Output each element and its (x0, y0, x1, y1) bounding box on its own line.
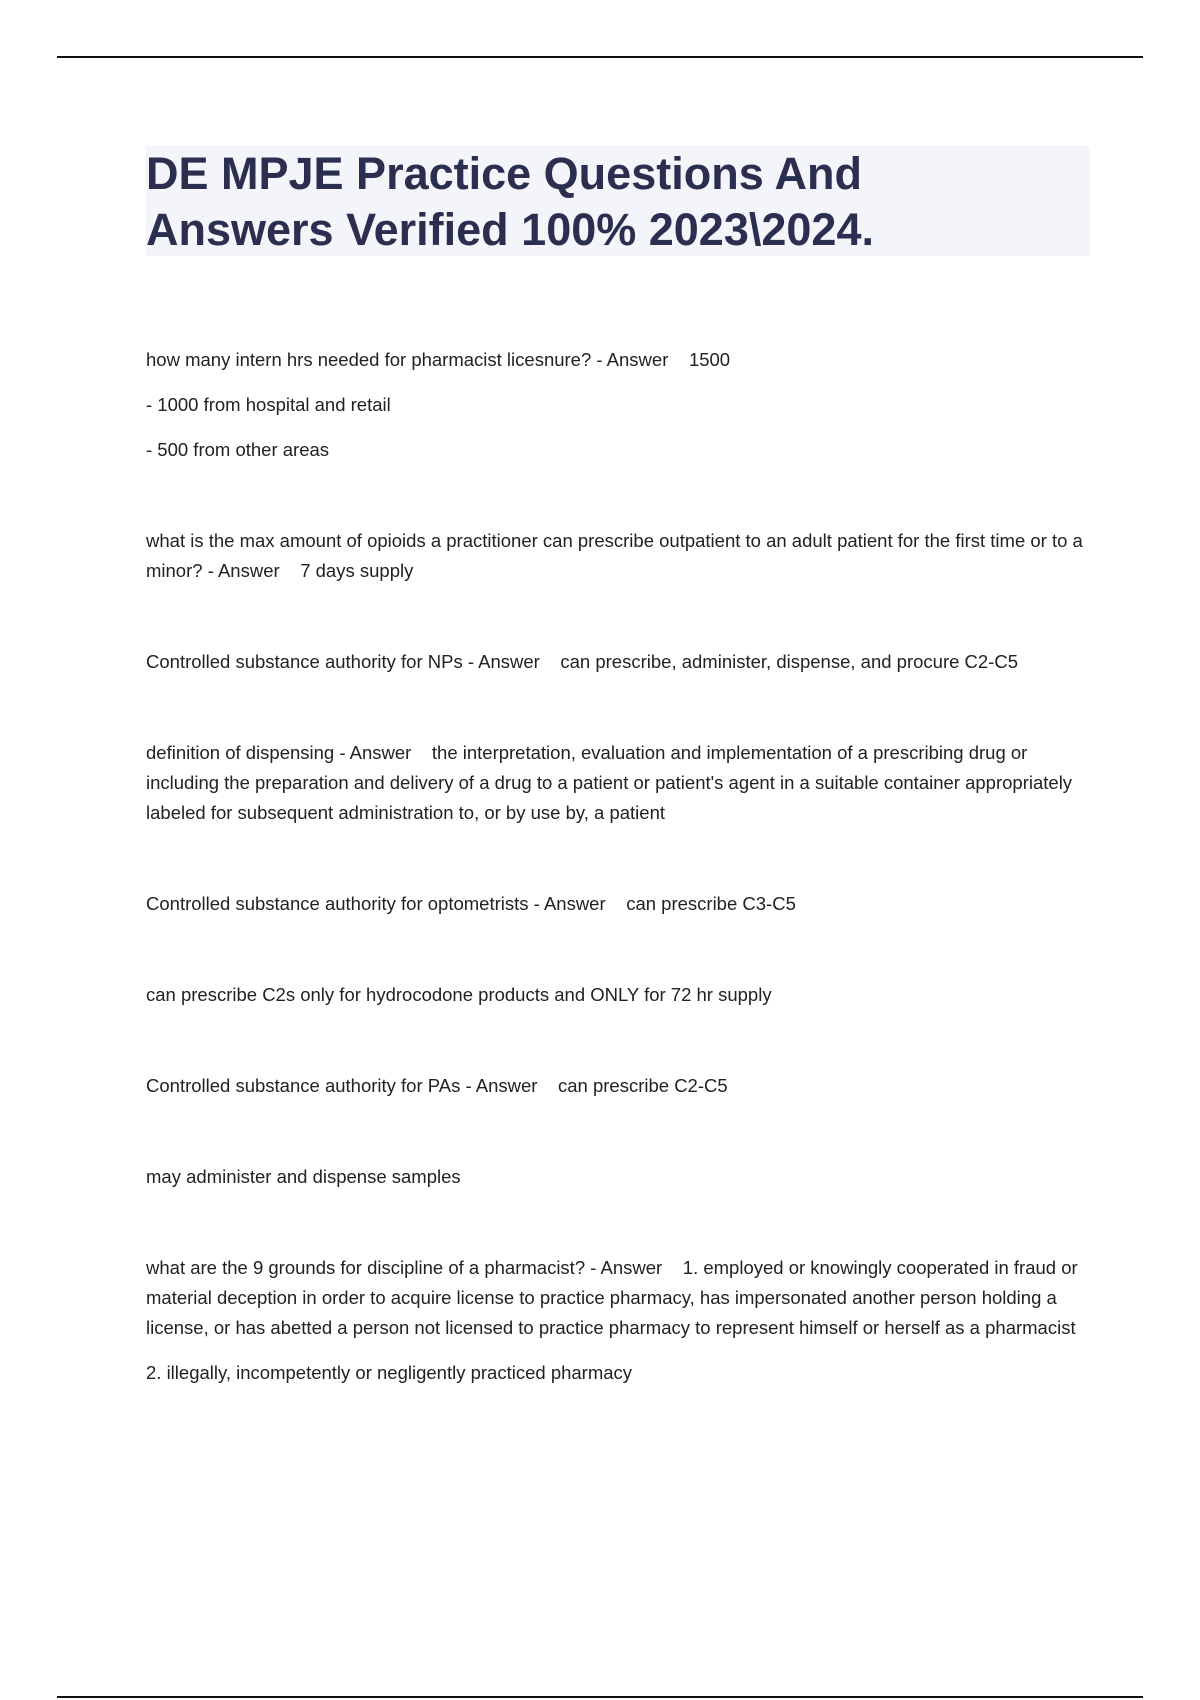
qa-item (146, 526, 1096, 586)
qa-item (146, 345, 1096, 375)
question-text: definition of dispensing - Answer (146, 742, 412, 763)
question-text: what is the max amount of opioids a practitioner can prescribe outpatient to an adult patient for the first time or to a minor? - Answer (146, 530, 1083, 581)
qa-item (146, 889, 1096, 919)
qa-content (146, 345, 1096, 1388)
qa-item (146, 738, 1096, 828)
question-text: Controlled substance authority for optometrists - Answer (146, 893, 606, 914)
qa-item (146, 1071, 1096, 1101)
answer-text: the interpretation, evaluation and implementation of a prescribing drug or including the preparation and delivery of a drug to a patient or patient's agent in a suitable container appropriately labeled for subsequent administration to, or by use by, a patient (146, 742, 1073, 823)
title-banner (146, 146, 1090, 256)
question-text: what are the 9 grounds for discipline of a pharmacist? - Answer (146, 1257, 663, 1278)
answer-detail: - 1000 from hospital and retail (146, 394, 391, 415)
answer-text: can prescribe C2-C5 (558, 1075, 728, 1096)
question-text: how many intern hrs needed for pharmacist licesnure? - Answer (146, 349, 669, 370)
bottom-rule (57, 1696, 1143, 1698)
answer-text: 7 days supply (300, 560, 414, 581)
answer-text: 1500 (688, 349, 731, 370)
question-text: Controlled substance authority for PAs - Answer (146, 1075, 538, 1096)
answer-text: can prescribe, administer, dispense, and procure C2-C5 (560, 651, 1018, 672)
top-rule (57, 56, 1143, 58)
document-title: DE MPJE Practice Questions And Answers Verified 100% 2023\2024. (146, 148, 874, 255)
answer-detail: may administer and dispense samples (146, 1166, 461, 1187)
answer-detail: can prescribe C2s only for hydrocodone products and ONLY for 72 hr supply (146, 984, 772, 1005)
answer-text: 1. employed or knowingly cooperated in fraud or material deception in order to acquire license to practice pharmacy, has impersonated another person holding a license, or has abetted a person not licensed to practice pharmacy to represent himself or herself as a pharmacist (146, 1257, 1078, 1338)
answer-detail: - 500 from other areas (146, 439, 330, 460)
answer-detail: 2. illegally, incompetently or negligently practiced pharmacy (146, 1362, 633, 1383)
answer-text: can prescribe C3-C5 (626, 893, 796, 914)
qa-item (146, 647, 1096, 677)
qa-item (146, 1253, 1096, 1343)
question-text: Controlled substance authority for NPs - Answer (146, 651, 540, 672)
